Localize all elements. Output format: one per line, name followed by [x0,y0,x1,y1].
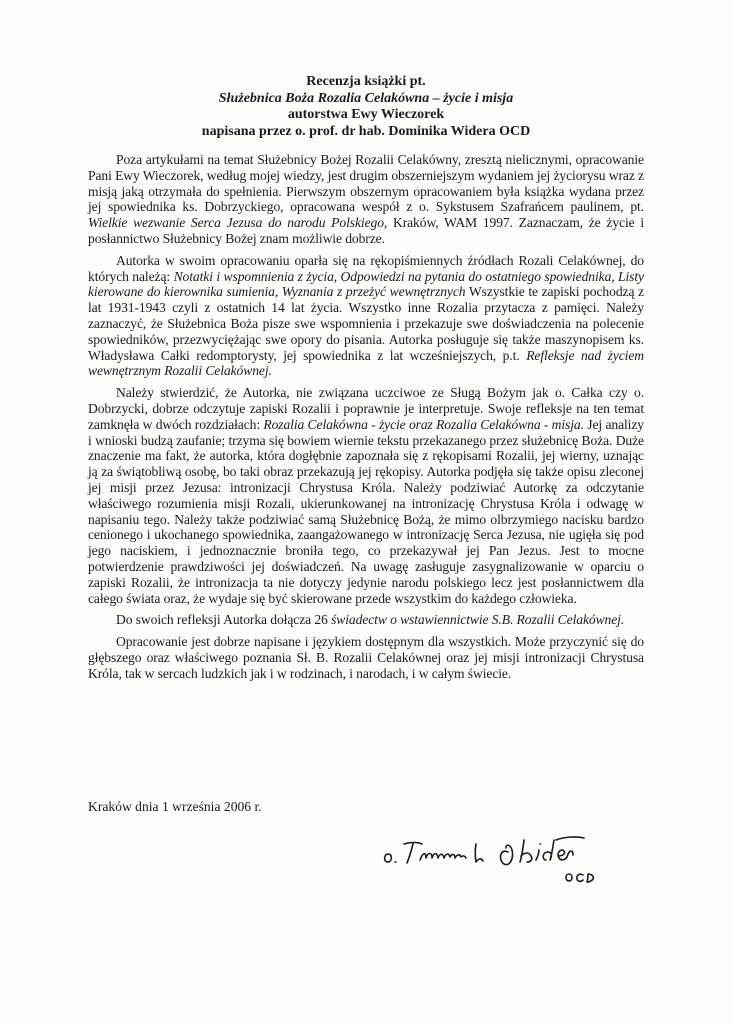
italic-run: Refleksje nad życiem wewnętrznym Rozalii Celakównej. [88,347,644,379]
text-run: Poza artykułami na temat Służebnicy Bożej Rozalii Celakówny, zresztą nielicznymi, opracowanie Pani Ewy Wieczorek, według mojej wiedzy, jest drugim obszerniejszym wydaniem jej życiorysu wraz z misją jaką otrzymała do spełnienia. Pierwszym obszernym opracowaniem była książka wydana przez jej spowiednika ks. Dobrzyckiego, opracowana wespół z o. Sykstusem Szafrańcem paulinem, pt. [88,152,644,215]
italic-run: Wielkie wezwanie Serca Jezusa do narodu Polskiego, [88,215,388,231]
document-header [0,74,732,140]
italic-run: Notatki i wspomnienia z życia, Odpowiedzi na pytania do ostatniego spowiednika, Listy kierowane do kierownika sumienia, Wyznania z przeżyć wewnętrznych [88,268,644,300]
paragraph-5 [88,634,644,681]
paragraph-4 [88,612,644,628]
header-line-1: Recenzja książki pt. [306,74,426,89]
reviewer-line: napisana przez o. prof. dr hab. Dominika Widera OCD [201,123,531,139]
text-run: Autorka w swoim opracowaniu oparła się na rękopiśmiennych źródłach Rozali Celakównej, do których należą: [88,252,644,284]
book-author-line: autorstwa Ewy Wieczorek [287,107,445,122]
text-run: Opracowanie jest dobrze napisane i językiem dostępnym dla wszystkich. Może przyczynić się do głębszego oraz właściwego poznania Sł. B. Rozalii Celakównej oraz jej misji intronizacji Chrystusa Króla, tak w sercach ludzkich jak i w rodzinach, i narodach, i w całym świecie. [88,634,644,681]
italic-run: świadectw o wstawiennictwie S.B. Rozalii Celakównej. [331,612,625,628]
text-run: Do swoich refleksji Autorka dołącza 26 [116,612,332,628]
text-run: Jej analizy i wnioski budzą zaufanie; trzyma się bowiem wiernie tekstu przekazanego przez służebnicę Boża. Duże znaczenie ma fakt, że autorka, która dogłębnie zapoznała się z rękopisami Rozalii, jej wierny, uznając ją za świątobliwą osobę, bo taki obraz przekazują jej rękopisy. Autorka podjęła się także opisu zleconej jej misji przez Jezusa: intronizacji Chrystusa Króla. Należy podziwiać Autorkę za odczytanie właściwego rozumienia misji Rozali, ukierunkowanej na intronizację Chrystusa Króla i odwagę w napisaniu tego. Należy także podziwiać samą Służebnicę Bożą, że mimo olbrzymiego nacisku bardzo cenionego i ukochanego spowiednika, zaangażowanego w intronizację Serca Jezusa, nie ugięła się pod jego naciskiem, i jednoznacznie broniła tego, co przekazywał jej Pan Jezus. Jest to mocne potwierdzenie prawdziwości jej doświadczeń. Na uwagę zasługuje zasygnalizowanie w oparciu o zapiski Rozalii, że intronizacja ta nie dotyczy jedynie narodu polskiego lecz jest posłannictwem dla całego świata oraz, że wydaje się być skierowane przede wszystkim do każdego człowieka. [88,416,644,606]
handwritten-signature [380,822,620,892]
text-run: Wszystkie te zapiski pochodzą z lat 1931-1943 czyli z ostatnich 14 lat życia. Wszystko inne Rozalia przytacza z pamięci. Należy zaznaczyć, że Służebnica Boża pisze swe wspomnienia i przekazuje swe doświadczenia na polecenie spowiedników, przezwyciężając swe opory do pisania. Autorka posługuje się także maszynopisem ks. Władysława Całki redomptorysty, jej spowiednika z lat wcześniejszych, p.t. [88,284,644,363]
paragraph-3 [88,385,644,606]
paragraph-2 [88,253,644,379]
text-run: Należy stwierdzić, że Autorka, nie związana uczciwoe ze Sługą Bożym jak o. Całka czy o. Dobrzycki, dobrze odczytuje zapiski Rozalii i poprawnie je interpretuje. Swoje refleksje na ten temat zamknęła w dwóch rozdziałach: [88,385,644,432]
book-title: Służebnica Boża Rozalia Celakówna – życie i misja [218,90,514,106]
date-line: Kraków dnia 1 września 2006 r. [88,799,262,814]
italic-run: Rozalia Celakówna - życie oraz Rozalia Celakówna - misja. [263,416,584,432]
paragraph-1 [88,152,644,247]
review-body [88,152,644,682]
text-run: Kraków, WAM 1997. Zaznaczam, że życie i posłannictwo Służebnicy Bożej znam możliwie dobrze. [88,215,645,246]
